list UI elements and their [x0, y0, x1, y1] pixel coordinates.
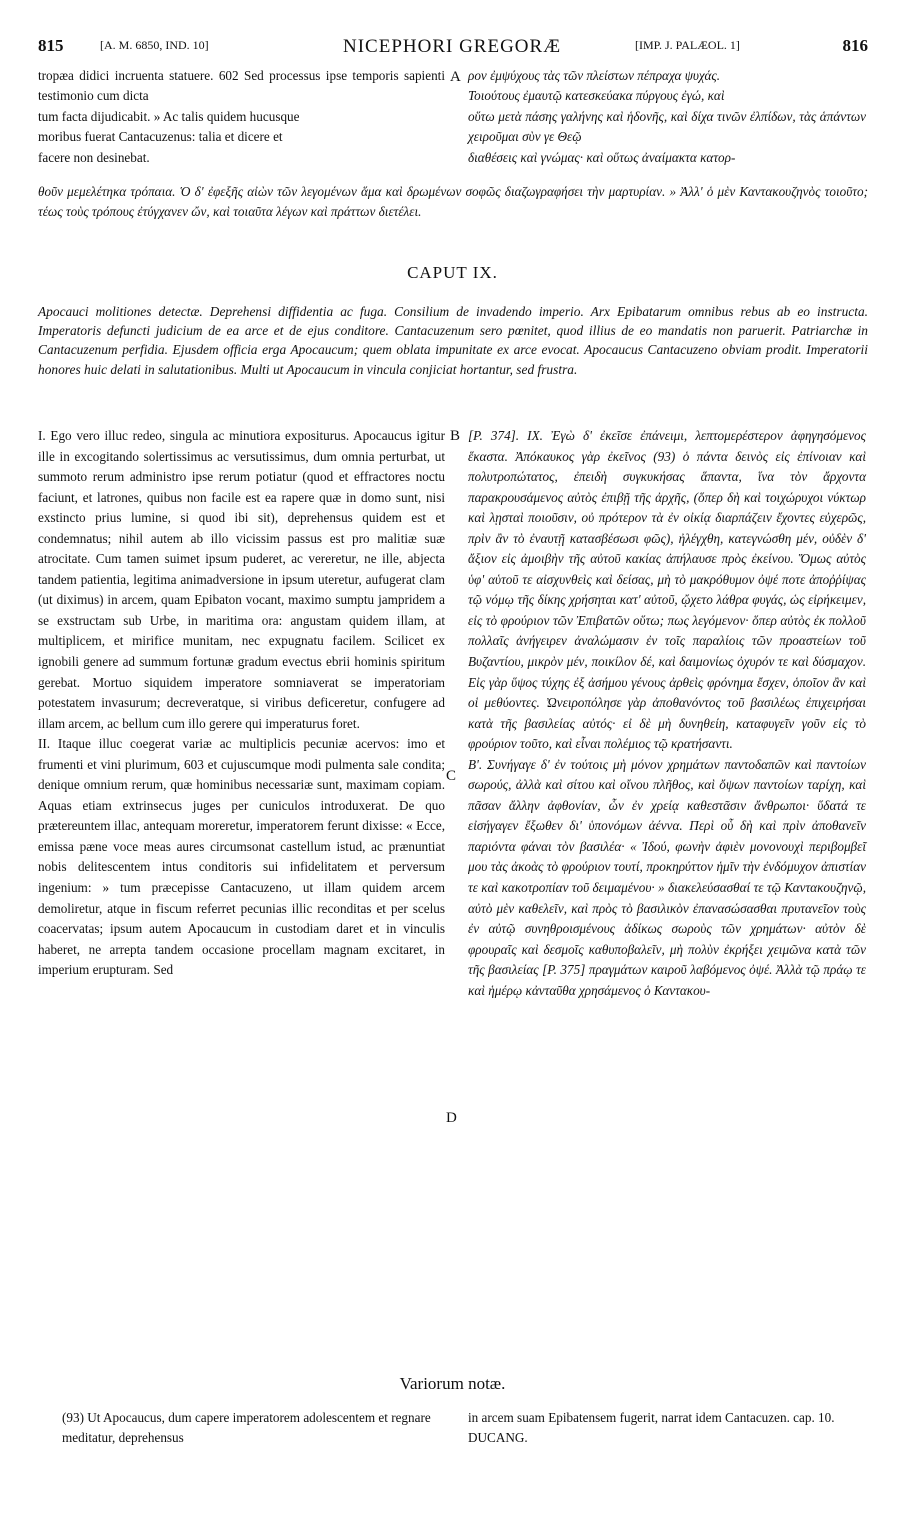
greek-column-body: [P. 374]. IX. Ἐγὼ δ' ἐκεῖσε ἐπάνειμι, λεπτομερέστερον ἀφηγησόμενος ἕκαστα. Ἀπόκαυκος γὰρ ἐκεῖνος (93) ὁ πάντα δεινὸς εἰς ἐπίνοιαν καὶ πολυτροπώτατος, ἐπειδὴ συγκυκήσας ἅπαντα, ἵνα τὸν ἄρχοντα παρακρουσάμενος αὐτὸς ἐπιβῇ τῆς ἀρχῆς, (ὅπερ δὴ καὶ τοιχώρυχοι νύκτωρ καὶ λῃσταὶ ποιοῦσιν, οὐ πρότερον τὰ ἐν οἰκίᾳ διαρπάζειν ἔχοντες εὐχερῶς, πρὶν ἂν τὸ ἐναυτῇ κατασβέσωσι φῶς), ἠλέγχθη, κατεγνώσθη μέν, οὐδὲν δ' ἄξιον εἰς ἀμοιβὴν τῆς αὐτοῦ κακίας ἀπήλαυσε πρὸς ἐκείνου. Ὅμως αὐτὸς ὑφ' αὑτοῦ τε αἰσχυνθεὶς καὶ δείσας, μὴ τὸ μακρόθυμον ὀψέ ποτε ἀποῤῥίψας τῷ νόμῳ τῆς δίκης χρήσηται κατ' αὐτοῦ, ᾤχετο λάθρα φυγάς, ὡς εἰρήκειμεν, εἰς τὸ φρούριον τῶν Ἐπιβατῶν οὕτω; πως λεγόμενον· ὅπερ αὐτὸς ἐκ πολλοῦ πολλαῖς ἀνήγειρεν ἀναλώμασιν ἐν τοῖς παραλίοις τῶν προαστείων τοῦ Βυζαντίου, μικρὸν μέν, ποικίλον δέ, καὶ δαιμονίως ὀχυρόν τε καὶ δύσμαχον. Εἰς γὰρ ὕψος τύχης ἐξ ἀσήμου γένους ἀρθεὶς φρόνημα ἔσχεν, ὁποῖον ἂν καὶ οἱ μεθύοντες. Ὠνειροπόλησε γὰρ ἀποθανόντος τοῦ βασιλέως ἐπιχειρήσαι κατὰ τῆς βασιλείας αὐτός· εἰ δὲ μὴ δυνηθείη, καταφυγεῖν γοῦν εἰς τὸ φρούριον τοῦτο, καὶ εἶναι πολέμιος τῷ κρατήσαντι. Β'. Συνήγαγε δ' ἐν τούτοις μὴ μόνον χρημάτων παντοδαπῶν καὶ παντοίων σωρούς, ἀλλὰ καὶ σίτου καὶ οἴνου πλῆθος, καὶ ὄψων παντοίων ταρίχη, καὶ πᾶσαν ἄλλην ἀφθονίαν, ὧν ἐν χρείᾳ καθεστᾶσιν ἄνθρωποι· ὕδατά τε εἰσήγαγεν ἔξωθεν δι' ὑπονόμων ἀέννα. Περὶ οὗ δὴ καὶ πρὶν ἀποθανεῖν παριόντα φάναι τὸν βασιλέα· « Ἰδού, φωνὴν ἀφιὲν μονονουχὶ περιβομβεῖ μου τὰς ἀκοὰς τὸ φρούριον τουτί, προκηρύττον ἡμῖν τὴν ἐνδόμυχον ἀπιστίαν τε καὶ κακοτροπίαν τοῦ δειμαμένου· » διακελεύσασθαί τε τῷ Καντακουζηνῷ, αὐτὸ μὲν καθελεῖν, καὶ πρὸς τὸ βασιλικὸν ἐπανασώσασθαι πρυτανεῖον τοὺς ἐν αὐτῷ συνηθροισμένους ἀδίκως σωροὺς τῶν χρημάτων· αὐτὸν δὲ φρουραῖς καὶ δεσμοῖς καθυποβαλεῖν, μὴ πολὺν ἐκρήξει χειμῶνα κατὰ τῶν τῆς βασιλείας [P. 375] πραγμάτων καιροῦ λαβόμενος ὀψέ. Ἀλλὰ τῷ πράῳ τε καὶ ἡμέρῳ κἀνταῦθα χρησάμενος ὁ Καντακου- — [468, 428, 866, 998]
margin-letter-b: B — [450, 428, 461, 444]
note-right-column: in arcem suam Epibatensem fugerit, narrat idem Cantacuzen. cap. 10. DUCANG. — [468, 1410, 835, 1445]
chapter-heading: CAPUT IX. — [407, 263, 498, 282]
margin-letter-a: A — [450, 69, 461, 85]
latin-column-body: I. Ego vero illuc redeo, singula ac minutiora expositurus. Apocaucus igitur ille in excogitando solertissimus ac versutissimus, dum omnia perturbat, ut summoto rerum administro ipse rerum potiatur (quod et effractores noctu faciunt, et latrones, quibus non facile est ea rapere quæ in domo sunt, nisi exstincto prius lumine, si quod ibi sit), deprehensus quidem est et condemnatus; nihil autem ab illo vicissim passus est pro malitiæ suæ atrocitate. Cum tamen suimet ipsum puderet, ac vereretur, ne ille, abjecta tandem patientia, legitima animadversione in ipsum uteretur, aufugerat clam (ut diximus) in arcem, quam Epibaton vocant, maximo sumptu jampridem a se exstructam sub Urbe, in maritima ora: angustam quidem illam, at multiplicem, et mirifice munitam, nec expugnatu facilem. Scilicet ex ignobili genere ad summum fortunæ gradum evectus ebrii hominis spiritum gerebat. Mortuo siquidem imperatore somniaverat se imperatoriam potestatem invasurum; decreveratque, si viribus deficeretur, confugere ad illam arcem, ac bellum cum illo gerere qui imperaturus foret. II. Itaque illuc coegerat variæ ac multiplicis pecuniæ acervos: imo et frumenti et vini plurimum, 603 et cujuscumque modi pulmenta sale condita; denique omnium rerum, quæ hominibus necessariæ sunt, maximam copiam. Aquas etiam extrinsecus juges per cuniculos introduxerat. De quo prætereuntem illac, antequam moreretur, imperatorem ferunt dixisse: « Ecce, emissa pæne voce meas aures circumsonat castellum istud, ac prænuntiat nobis delitescentem intus conditoris sui infidelitatem et perversum ingenium: » tum præcepisse Cantacuzeno, ut illam quidem arcem demoliretur, atque in fiscum referret pecunias illic reconditas et per scelus coacervatas; ipsum autem Apocaucum in custodiam daret et in vinculis haberet, ne arrepta tandem occasione procellam magnam excitaret, in imperium erupturam. Sed — [38, 428, 445, 978]
page-number-left: 815 — [38, 36, 64, 55]
page-number-right: 816 — [842, 36, 868, 55]
margin-letter-c: C — [446, 768, 457, 784]
latin-column-top: tropæa didici incruenta statuere. 602 Sed processus ipse temporis sapienti testimonio cum dicta tum facta dijudicabit. » Ac talis quidem hucusque moribus fuerat Cantacuzenus: talia et dicere et facere non desinebat. — [38, 68, 445, 165]
year-indiction: [A. M. 6850, IND. 10] — [100, 38, 209, 52]
chapter-summary: Apocauci molitiones detectæ. Deprehensi diffidentia ac fuga. Consilium de invadendo imperio. Arx Epibatarum omnibus rebus ab eo instructa. Imperatoris defuncti judicium de ea arce et de ejus conditore. Cantacuzenum sero pœnitet, quod illius de eo mandatis non paruerit. Patriarchæ in Cantacuzenum perfidia. Ejusdem officia erga Apocaucum; quem oblata impunitate ex arce evocat. Apocaucus Cantacuzeno obviam prodit. Imperatorii honores huic delati in salutationibus. Multi ut Apocaucum in vincula conjiciat hortantur, sed frustra. — [38, 304, 868, 377]
note-left-column: (93) Ut Apocaucus, dum capere imperatorem adolescentem et regnare meditatur, deprehensus — [62, 1410, 431, 1445]
emperor-reign: [IMP. J. PALÆOL. 1] — [635, 38, 740, 52]
margin-letter-d: D — [446, 1110, 457, 1126]
notes-heading: Variorum notæ. — [399, 1374, 506, 1393]
greek-full-width-continuation: θοῦν μεμελέτηκα τρόπαια. Ὁ δ' ἐφεξῆς αἰὼν τῶν λεγομένων ἅμα καὶ δρωμένων σοφῶς διαζωγραφήσει τὴν μαρτυρίαν. » Ἀλλ' ὁ μὲν Καντακουζηνὸς τοιοῦτο; τέως τοὺς τρόπους ἐτύγχανεν ὤν, καὶ τοιαῦτα λέγων καὶ πράττων διετέλει. — [38, 184, 868, 220]
book-title: NICEPHORI GREGORÆ — [343, 36, 562, 57]
running-header — [38, 36, 868, 62]
greek-column-top: ρον ἐμψύχους τὰς τῶν πλείστων πέπραχα ψυχάς. Τοιούτους ἐμαυτῷ κατεσκεύακα πύργους ἐγώ, καὶ οὕτω μετὰ πάσης γαλήνης καὶ ἡδονῆς, καὶ δίχα τινῶν ἐλπίδων, τὰς ἁπάντων χειροῦμαι σὺν γε Θεῷ διαθέσεις καὶ γνώμας· καὶ οὕτως ἀναίμακτα κατορ- — [468, 68, 866, 165]
